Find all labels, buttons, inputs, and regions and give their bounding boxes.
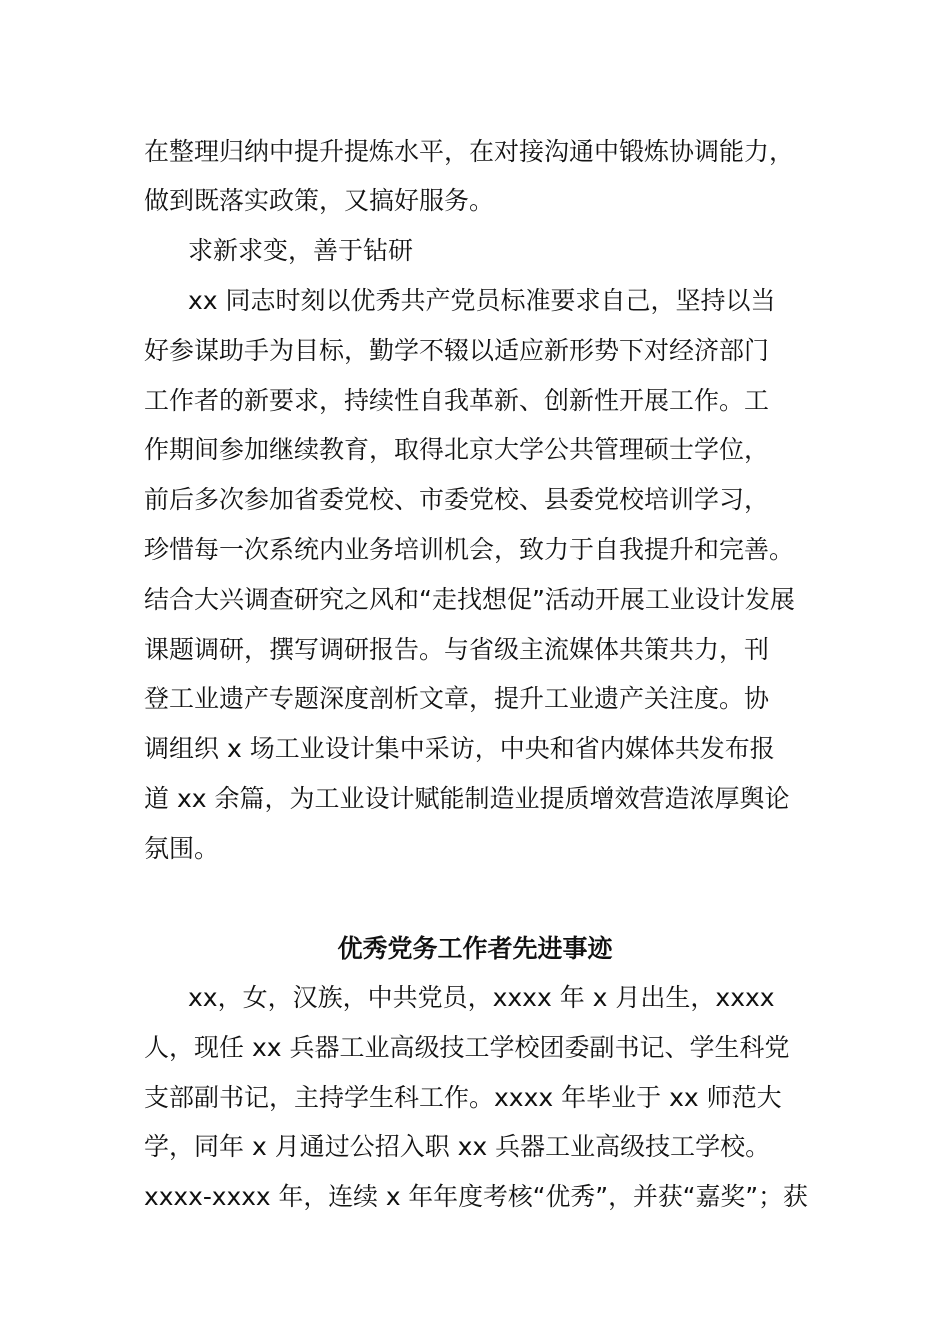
text-line: xx 同志时刻以优秀共产党员标准要求自己，坚持以当 xyxy=(188,286,776,315)
text-line: 登工业遗产专题深度剖析文章，提升工业遗产关注度。协 xyxy=(144,684,770,713)
text-line: 课题调研，撰写调研报告。与省级主流媒体共策共力，刊 xyxy=(144,635,770,664)
text-line: 在整理归纳中提升提炼水平，在对接沟通中锻炼协调能力， xyxy=(144,137,795,166)
text-line: 调组织 x 场工业设计集中采访，中央和省内媒体共发布报 xyxy=(144,734,775,763)
text-line: 学，同年 x 月通过公招入职 xx 兵器工业高级技工学校。 xyxy=(144,1132,771,1161)
text-line: 结合大兴调查研究之风和“走找想促”活动开展工业设计发展 xyxy=(144,585,795,614)
text-line: 支部副书记，主持学生科工作。xxxx 年毕业于 xx 师范大 xyxy=(144,1083,782,1112)
text-line: 工作者的新要求，持续性自我革新、创新性开展工作。工 xyxy=(144,386,770,415)
text-line: 氛围。 xyxy=(144,834,220,863)
text-line: 珍惜每一次系统内业务培训机会，致力于自我提升和完善。 xyxy=(144,535,795,564)
subheading: 求新求变，善于钻研 xyxy=(188,236,414,265)
text-line: 做到既落实政策，又搞好服务。 xyxy=(144,186,495,215)
text-line: xx，女，汉族，中共党员，xxxx 年 x 月出生，xxxx xyxy=(188,983,775,1012)
text-line: 前后多次参加省委党校、市委党校、县委党校培训学习， xyxy=(144,485,770,514)
text-line: 人，现任 xx 兵器工业高级技工学校团委副书记、学生科党 xyxy=(144,1033,790,1062)
text-line: xxxx-xxxx 年，连续 x 年年度考核“优秀”，并获“嘉奖”；获 xyxy=(144,1182,808,1211)
section-title: 优秀党务工作者先进事迹 xyxy=(337,934,613,963)
text-line: 好参谋助手为目标，勤学不辍以适应新形势下对经济部门 xyxy=(144,336,770,365)
text-line: 道 xx 余篇，为工业设计赋能制造业提质增效营造浓厚舆论 xyxy=(144,784,790,813)
text-line: 作期间参加继续教育，取得北京大学公共管理硕士学位， xyxy=(144,435,770,464)
